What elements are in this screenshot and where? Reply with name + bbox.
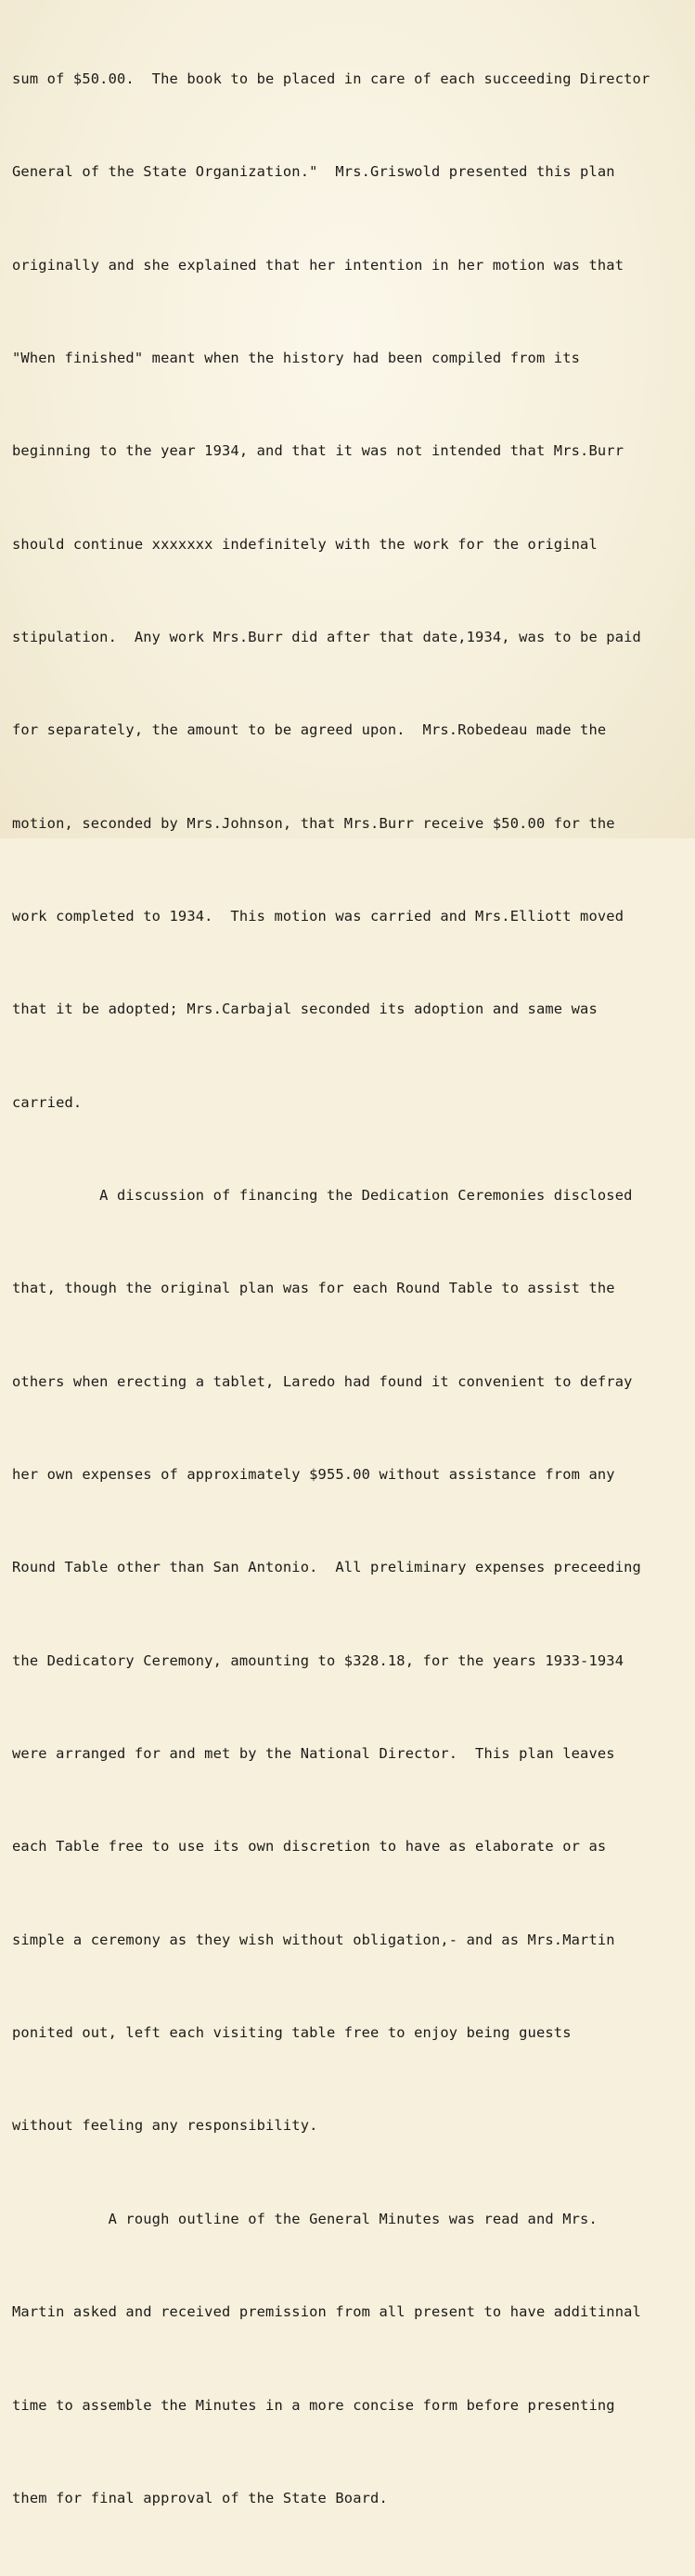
text-line: beginning to the year 1934, and that it was not intended that Mrs.Burr <box>12 442 624 460</box>
text-line: them for final approval of the State Board. <box>12 2489 388 2506</box>
text-line: A rough outline of the General Minutes was read and Mrs. <box>12 2210 598 2227</box>
text-line: ponited out, left each visiting table free to enjoy being guests <box>12 2024 572 2042</box>
text-line: time to assemble the Minutes in a more concise form before presenting <box>12 2396 615 2414</box>
text-line: should continue xxxxxxx indefinitely with the work for the original <box>12 535 598 553</box>
text-line: A discussion of financing the Dedication Ceremonies disclosed <box>12 1187 633 1205</box>
typed-minutes-text <box>12 2 689 2576</box>
text-line: work completed to 1934. This motion was carried and Mrs.Elliott moved <box>12 908 624 925</box>
text-line: Martin asked and received premission from all present to have additinnal <box>12 2303 641 2321</box>
text-line: for separately, the amount to be agreed upon. Mrs.Robedeau made the <box>12 721 607 739</box>
text-line: each Table free to use its own discretion to have as elaborate or as <box>12 1838 607 1855</box>
text-line: simple a ceremony as they wish without obligation,- and as Mrs.Martin <box>12 1931 615 1948</box>
text-line: carried. <box>12 1093 83 1111</box>
text-line: her own expenses of approximately $955.00 without assistance from any <box>12 1466 615 1484</box>
text-line: that it be adopted; Mrs.Carbajal seconded its adoption and same was <box>12 1001 598 1018</box>
text-line: motion, seconded by Mrs.Johnson, that Mrs.Burr receive $50.00 for the <box>12 814 615 832</box>
text-line: sum of $50.00. The book to be placed in care of each succeeding Director <box>12 70 650 87</box>
text-line: the Dedicatory Ceremony, amounting to $328.18, for the years 1933-1934 <box>12 1651 624 1669</box>
text-line: stipulation. Any work Mrs.Burr did after that date,1934, was to be paid <box>12 628 641 645</box>
text-line: originally and she explained that her intention in her motion was that <box>12 256 624 274</box>
text-line: were arranged for and met by the National Director. This plan leaves <box>12 1745 615 1763</box>
text-line: others when erecting a tablet, Laredo had found it convenient to defray <box>12 1372 633 1390</box>
text-line: that, though the original plan was for each Round Table to assist the <box>12 1280 615 1297</box>
text-line: without feeling any responsibility. <box>12 2117 318 2135</box>
text-line: "When finished" meant when the history had been compiled from its <box>12 349 581 366</box>
text-line: General of the State Organization." Mrs.Griswold presented this plan <box>12 163 615 181</box>
text-line: Round Table other than San Antonio. All preliminary expenses preceeding <box>12 1559 641 1576</box>
